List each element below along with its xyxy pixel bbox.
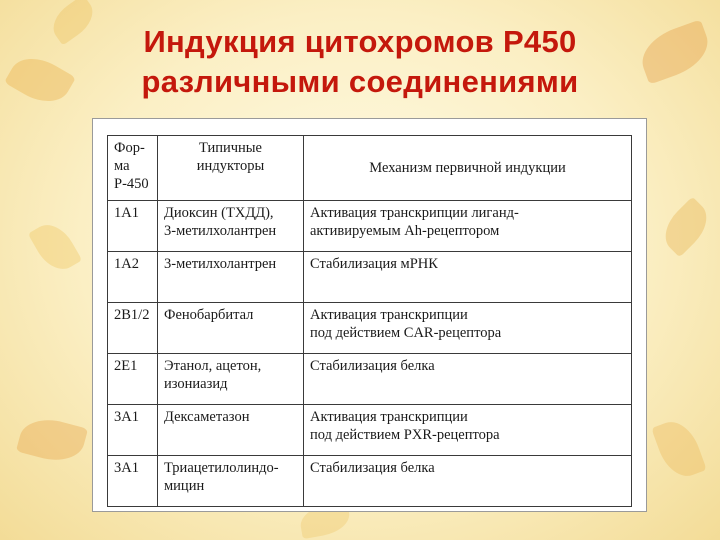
header-mechanism-text: Механизм первичной индукции [369, 160, 566, 176]
cell-mechanism [304, 252, 632, 303]
cell-inductors [158, 405, 304, 456]
cell-form-text: 1A1 [114, 205, 139, 221]
header-form-text: Фор- ма Р-450 [114, 140, 149, 192]
table-row [108, 303, 632, 354]
cell-form [108, 252, 158, 303]
header-inductors [158, 136, 304, 201]
cell-form [108, 405, 158, 456]
slide-title [0, 22, 720, 102]
table-panel [92, 118, 647, 512]
cell-inductors-text: Дексаметазон [164, 409, 250, 425]
header-form [108, 136, 158, 201]
cell-mechanism-text: Активация транскрипции под действием CAR-рецептора [310, 307, 502, 341]
header-inductors-text: Типичные индукторы [196, 140, 265, 174]
cell-form-text: 1A2 [114, 256, 139, 272]
cell-inductors [158, 456, 304, 507]
cell-inductors-text: 3-метилхолантрен [164, 256, 277, 272]
header-mechanism [304, 136, 632, 201]
cell-inductors [158, 303, 304, 354]
background-leaf [651, 415, 707, 482]
table-row [108, 201, 632, 252]
table-row [108, 456, 632, 507]
cell-inductors-text: Диоксин (ТХДД), 3-метилхолантрен [164, 205, 277, 239]
table-row [108, 405, 632, 456]
cell-mechanism-text: Активация транскрипции лиганд- активируемым Ah-рецептором [310, 205, 519, 239]
cell-form-text: 3A1 [114, 460, 139, 476]
cell-mechanism-text: Стабилизация мРНК [310, 256, 438, 272]
table-row [108, 252, 632, 303]
background-leaf [656, 197, 717, 258]
cell-form-text: 2E1 [114, 358, 138, 374]
background-leaf [16, 412, 88, 467]
cell-mechanism [304, 354, 632, 405]
cell-inductors-text: Фенобарбитал [164, 307, 254, 323]
slide-title-line-2: различными соединениями [141, 64, 579, 99]
cell-mechanism [304, 456, 632, 507]
cell-inductors [158, 201, 304, 252]
cell-mechanism-text: Стабилизация белка [310, 460, 435, 476]
cell-form [108, 303, 158, 354]
cell-mechanism-text: Активация транскрипции под действием PXR-рецептора [310, 409, 500, 443]
table-row [108, 354, 632, 405]
cell-form-text: 2B1/2 [114, 307, 150, 323]
background-leaf [28, 217, 82, 277]
cell-form [108, 456, 158, 507]
cell-inductors-text: Этанол, ацетон, изониазид [164, 358, 262, 392]
cell-form [108, 354, 158, 405]
cell-inductors-text: Триацетилолиндо- мицин [164, 460, 279, 494]
cell-inductors [158, 354, 304, 405]
cell-mechanism [304, 405, 632, 456]
cell-form-text: 3A1 [114, 409, 139, 425]
induction-table [107, 135, 632, 507]
cell-form [108, 201, 158, 252]
cell-mechanism-text: Стабилизация белка [310, 358, 435, 374]
slide-title-line-1: Индукция цитохромов Р450 [143, 24, 577, 59]
cell-inductors [158, 252, 304, 303]
table-header-row [108, 136, 632, 201]
cell-mechanism [304, 303, 632, 354]
cell-mechanism [304, 201, 632, 252]
